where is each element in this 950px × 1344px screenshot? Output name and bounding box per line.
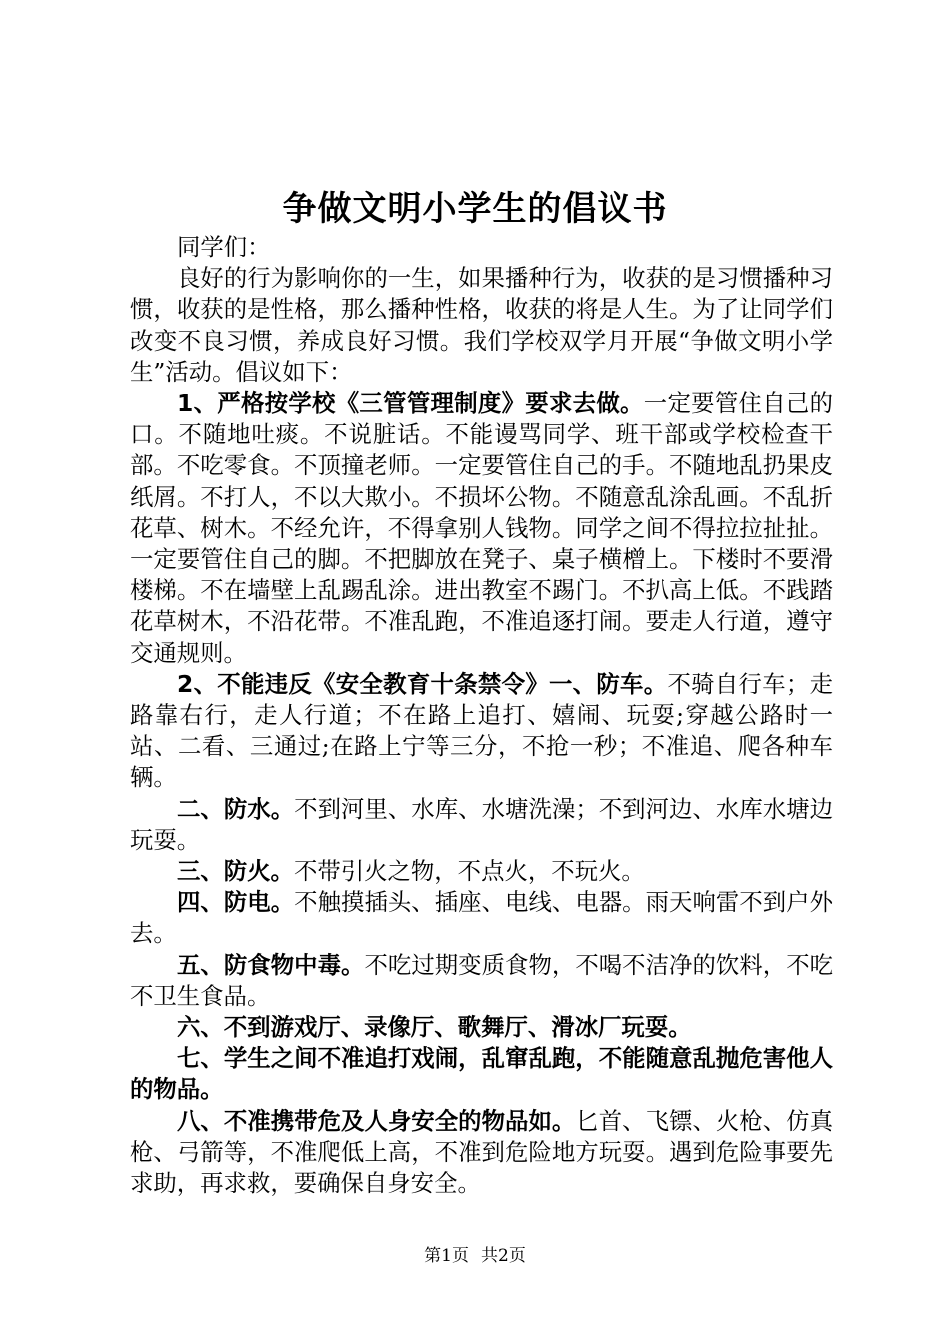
- item-text: 不触摸插头、插座、电线、电器。雨天响雷不到户外去。: [130, 888, 834, 948]
- item-heading: 五、防食物中毒。: [177, 950, 365, 979]
- item-heading: 八、不准携带危及人身安全的物品如。: [177, 1106, 576, 1135]
- item-paragraph: [130, 1106, 833, 1200]
- item-text: 不骑自行车；走路靠右行，走人行道；不在路上追打、嬉闹、玩耍;穿越公路时一站、二看、三通过;在路上宁等三分，不抢一秒；不准追、爬各种车辆。: [130, 669, 834, 792]
- page-footer: [0, 1244, 950, 1268]
- item-text: 不到河里、水库、水塘洗澡；不到河边、水库水塘边玩耍。: [130, 794, 834, 854]
- item-text: 一定要管住自己的口。不随地吐痰。不说脏话。不能谩骂同学、班干部或学校检查干部。不吃零食。不顶撞老师。一定要管住自己的手。不随地乱扔果皮纸屑。不打人，不以大欺小。不损坏公物。不随意乱涂乱画。不乱折花草、树木。不经允许，不得拿别人钱物。同学之间不得拉拉扯扯。一定要管住自己的脚。不把脚放在凳子、桌子横橧上。下楼时不要滑楼梯。不在墙壁上乱踢乱涂。进出教室不踢门。不扒高上低。不践踏花草树木，不沿花带。不准乱跑，不准追逐打闹。要走人行道，遵守交通规则。: [130, 389, 833, 667]
- item-heading: 二、防水。: [177, 794, 295, 823]
- page-total: 共2页: [481, 1246, 526, 1266]
- salutation: 同学们：: [177, 233, 271, 261]
- item-text: 匕首、飞镖、火枪、仿真枪、弓箭等，不准爬低上高，不准到危险地方玩耍。遇到危险事要先求助，再求救，要确保自身安全。: [130, 1106, 834, 1198]
- document-title: 争做文明小学生的倡议书: [282, 189, 668, 229]
- item-paragraph: [130, 1012, 833, 1043]
- item-paragraph: [130, 388, 833, 669]
- item-heading: 七、学生之间不准追打戏闹，乱窜乱跑，不能随意乱抛危害他人的物品。: [130, 1044, 833, 1104]
- page-number: 第1页: [424, 1246, 469, 1266]
- item-heading: 三、防火。: [177, 857, 294, 886]
- item-paragraph: [130, 669, 833, 794]
- item-paragraph: [130, 887, 833, 949]
- intro-paragraph: 良好的行为影响你的一生，如果播种行为，收获的是习惯播种习惯，收获的是性格，那么播种性格，收获的将是人生。为了让同学们改变不良习惯，养成良好习惯。我们学校双学月开展“争做文明小学生”活动。倡议如下：: [130, 264, 833, 386]
- item-paragraph: [130, 950, 833, 1012]
- item-paragraph: [130, 794, 833, 856]
- item-heading: 六、不到游戏厅、录像厅、歌舞厅、滑冰厂玩耍。: [177, 1013, 692, 1042]
- item-heading: 1、严格按学校《三管管理制度》要求去做。: [177, 389, 644, 418]
- item-text: 不吃过期变质食物，不喝不洁净的饮料，不吃不卫生食品。: [130, 950, 834, 1010]
- item-paragraph: [130, 1043, 833, 1105]
- item-heading: 2、不能违反《安全教育十条禁令》一、防车。: [177, 669, 668, 698]
- item-heading: 四、防电。: [177, 888, 295, 917]
- item-text: 不带引火之物，不点火，不玩火。: [293, 857, 645, 886]
- item-paragraph: [130, 856, 833, 887]
- document-body: [130, 232, 833, 1199]
